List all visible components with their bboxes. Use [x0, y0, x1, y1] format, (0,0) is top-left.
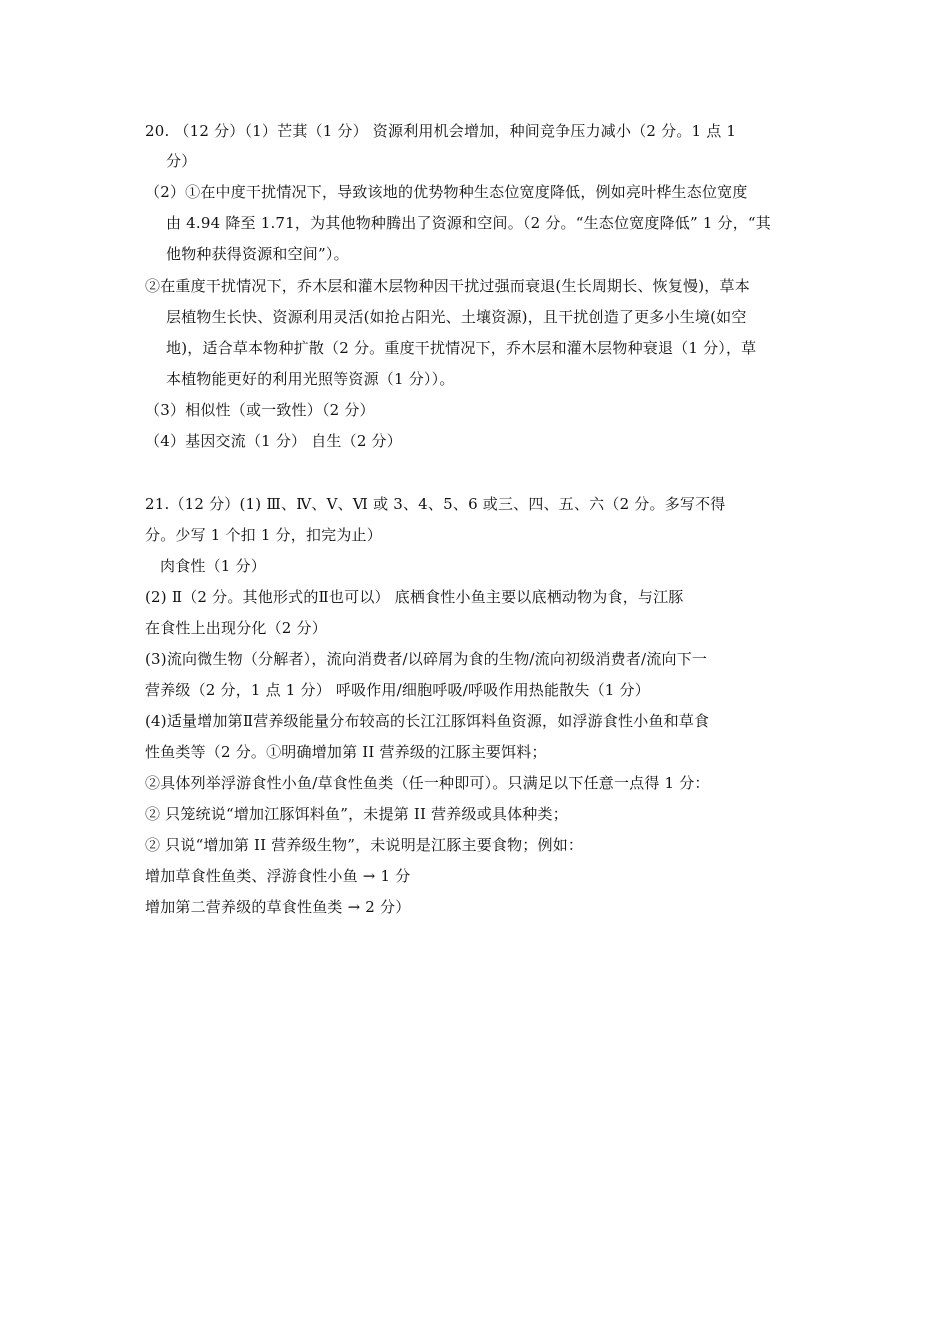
q21-line-2: 分。少写 1 个扣 1 分，扣完为止） — [145, 526, 382, 544]
q21-line-4: (2) Ⅱ（2 分。其他形式的Ⅱ也可以） 底栖食性小鱼主要以底栖动物为食，与江豚 — [145, 588, 684, 606]
q21-line-11: ② 只笼统说“增加江豚饵料鱼”，未提第 II 营养级或具体种类； — [145, 805, 568, 823]
q20-line-3: （2）①在中度干扰情况下，导致该地的优势物种生态位宽度降低，例如亮叶桦生态位宽度 — [145, 183, 748, 201]
q20-line-4: 由 4.94 降至 1.71，为其他物种腾出了资源和空间。（2 分。“生态位宽度降低” 1 分，“其 — [166, 214, 772, 232]
q20-line-8: 地)，适合草本物种扩散（2 分。重度干扰情况下，乔木层和灌木层物种衰退（1 分），草 — [166, 339, 757, 357]
q21-line-13: 增加草食性鱼类、浮游食性小鱼 → 1 分 — [145, 867, 411, 885]
q20-line-5: 他物种获得资源和空间”）。 — [166, 245, 349, 263]
q21-line-10: ②具体列举浮游食性小鱼/草食性鱼类（任一种即可）。只满足以下任意一点得 1 分： — [145, 774, 710, 792]
q20-line-2: 分） — [166, 152, 197, 170]
q20-line-1: 20. （12 分）（1）芒萁（1 分） 资源利用机会增加，种间竞争压力减小（2 分。1 点 1 — [145, 122, 737, 140]
q21-line-3: 肉食性（1 分） — [160, 557, 266, 575]
q21-line-12: ② 只说“增加第 II 营养级生物”，未说明是江豚主要食物；例如： — [145, 836, 584, 854]
q21-line-14: 增加第二营养级的草食性鱼类 → 2 分） — [145, 898, 411, 916]
q20-line-10: （3）相似性（或一致性）（2 分） — [145, 401, 375, 419]
q21-line-8: (4)适量增加第Ⅱ营养级能量分布较高的长江江豚饵料鱼资源，如浮游食性小鱼和草食 — [145, 712, 710, 730]
q21-line-5: 在食性上出现分化（2 分） — [145, 619, 327, 637]
q20-line-6: ②在重度干扰情况下，乔木层和灌木层物种因干扰过强而衰退(生长周期长、恢复慢)，草本 — [145, 277, 750, 295]
q20-line-11: （4）基因交流（1 分） 自生（2 分） — [145, 432, 402, 450]
q20-line-7: 层植物生长快、资源利用灵活(如抢占阳光、土壤资源)，且干扰创造了更多小生境(如空 — [166, 308, 747, 326]
q21-line-7: 营养级（2 分，1 点 1 分） 呼吸作用/细胞呼吸/呼吸作用热能散失（1 分） — [145, 681, 650, 699]
q20-line-9: 本植物能更好的利用光照等资源（1 分））。 — [166, 370, 455, 388]
q21-line-1: 21.（12 分）(1) Ⅲ、Ⅳ、Ⅴ、Ⅵ 或 3、4、5、6 或三、四、五、六（2 分。多写不得 — [145, 495, 726, 513]
q21-line-6: (3)流向微生物（分解者），流向消费者/以碎屑为食的生物/流向初级消费者/流向下一 — [145, 650, 708, 668]
q21-line-9: 性鱼类等（2 分。①明确增加第 II 营养级的江豚主要饵料； — [145, 743, 547, 761]
